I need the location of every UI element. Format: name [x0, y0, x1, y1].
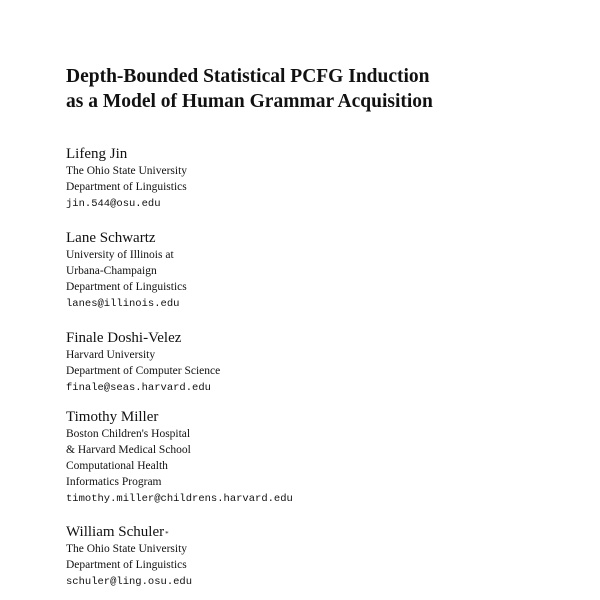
author-affiliation: Department of Linguistics — [66, 181, 187, 193]
author-affiliation: Harvard University — [66, 349, 156, 361]
author-name: Finale Doshi-Velez — [66, 330, 182, 346]
author-affiliation: The Ohio State University — [66, 165, 188, 177]
title-line-1: Depth-Bounded Statistical PCFG Induction — [66, 66, 430, 87]
author-name-text: William Schuler — [66, 524, 165, 540]
author-affiliation: University of Illinois at — [66, 249, 174, 261]
author-block-miller — [66, 408, 293, 507]
author-affiliation: Boston Children's Hospital — [66, 428, 191, 440]
author-name: Lifeng Jin — [66, 146, 128, 162]
author-block-schuler — [66, 523, 192, 590]
author-affiliation: Urbana-Champaign — [66, 265, 157, 277]
author-name: Timothy Miller — [66, 409, 159, 425]
author-name: Lane Schwartz — [66, 230, 156, 246]
author-email[interactable]: jin.544@osu.edu — [66, 198, 161, 210]
author-block-schwartz — [66, 229, 187, 312]
author-affiliation: Department of Linguistics — [66, 559, 187, 571]
author-affiliation: The Ohio State University — [66, 543, 188, 555]
author-affiliation: Computational Health — [66, 460, 168, 472]
author-affiliation: Department of Linguistics — [66, 281, 187, 293]
author-email[interactable]: schuler@ling.osu.edu — [66, 576, 193, 588]
author-affiliation: & Harvard Medical School — [66, 444, 191, 456]
author-email[interactable]: lanes@illinois.edu — [66, 298, 180, 310]
paper-title — [66, 64, 546, 114]
author-affiliation: Informatics Program — [66, 476, 162, 488]
author-block-jin — [66, 145, 187, 212]
title-line-2: as a Model of Human Grammar Acquisition — [66, 91, 433, 112]
author-name — [66, 523, 192, 541]
author-affiliation: Department of Computer Science — [66, 365, 221, 377]
author-email[interactable]: timothy.miller@childrens.harvard.edu — [66, 493, 293, 505]
author-email[interactable]: finale@seas.harvard.edu — [66, 382, 211, 394]
footnote-mark: * — [165, 530, 169, 538]
author-block-doshi-velez — [66, 329, 220, 396]
